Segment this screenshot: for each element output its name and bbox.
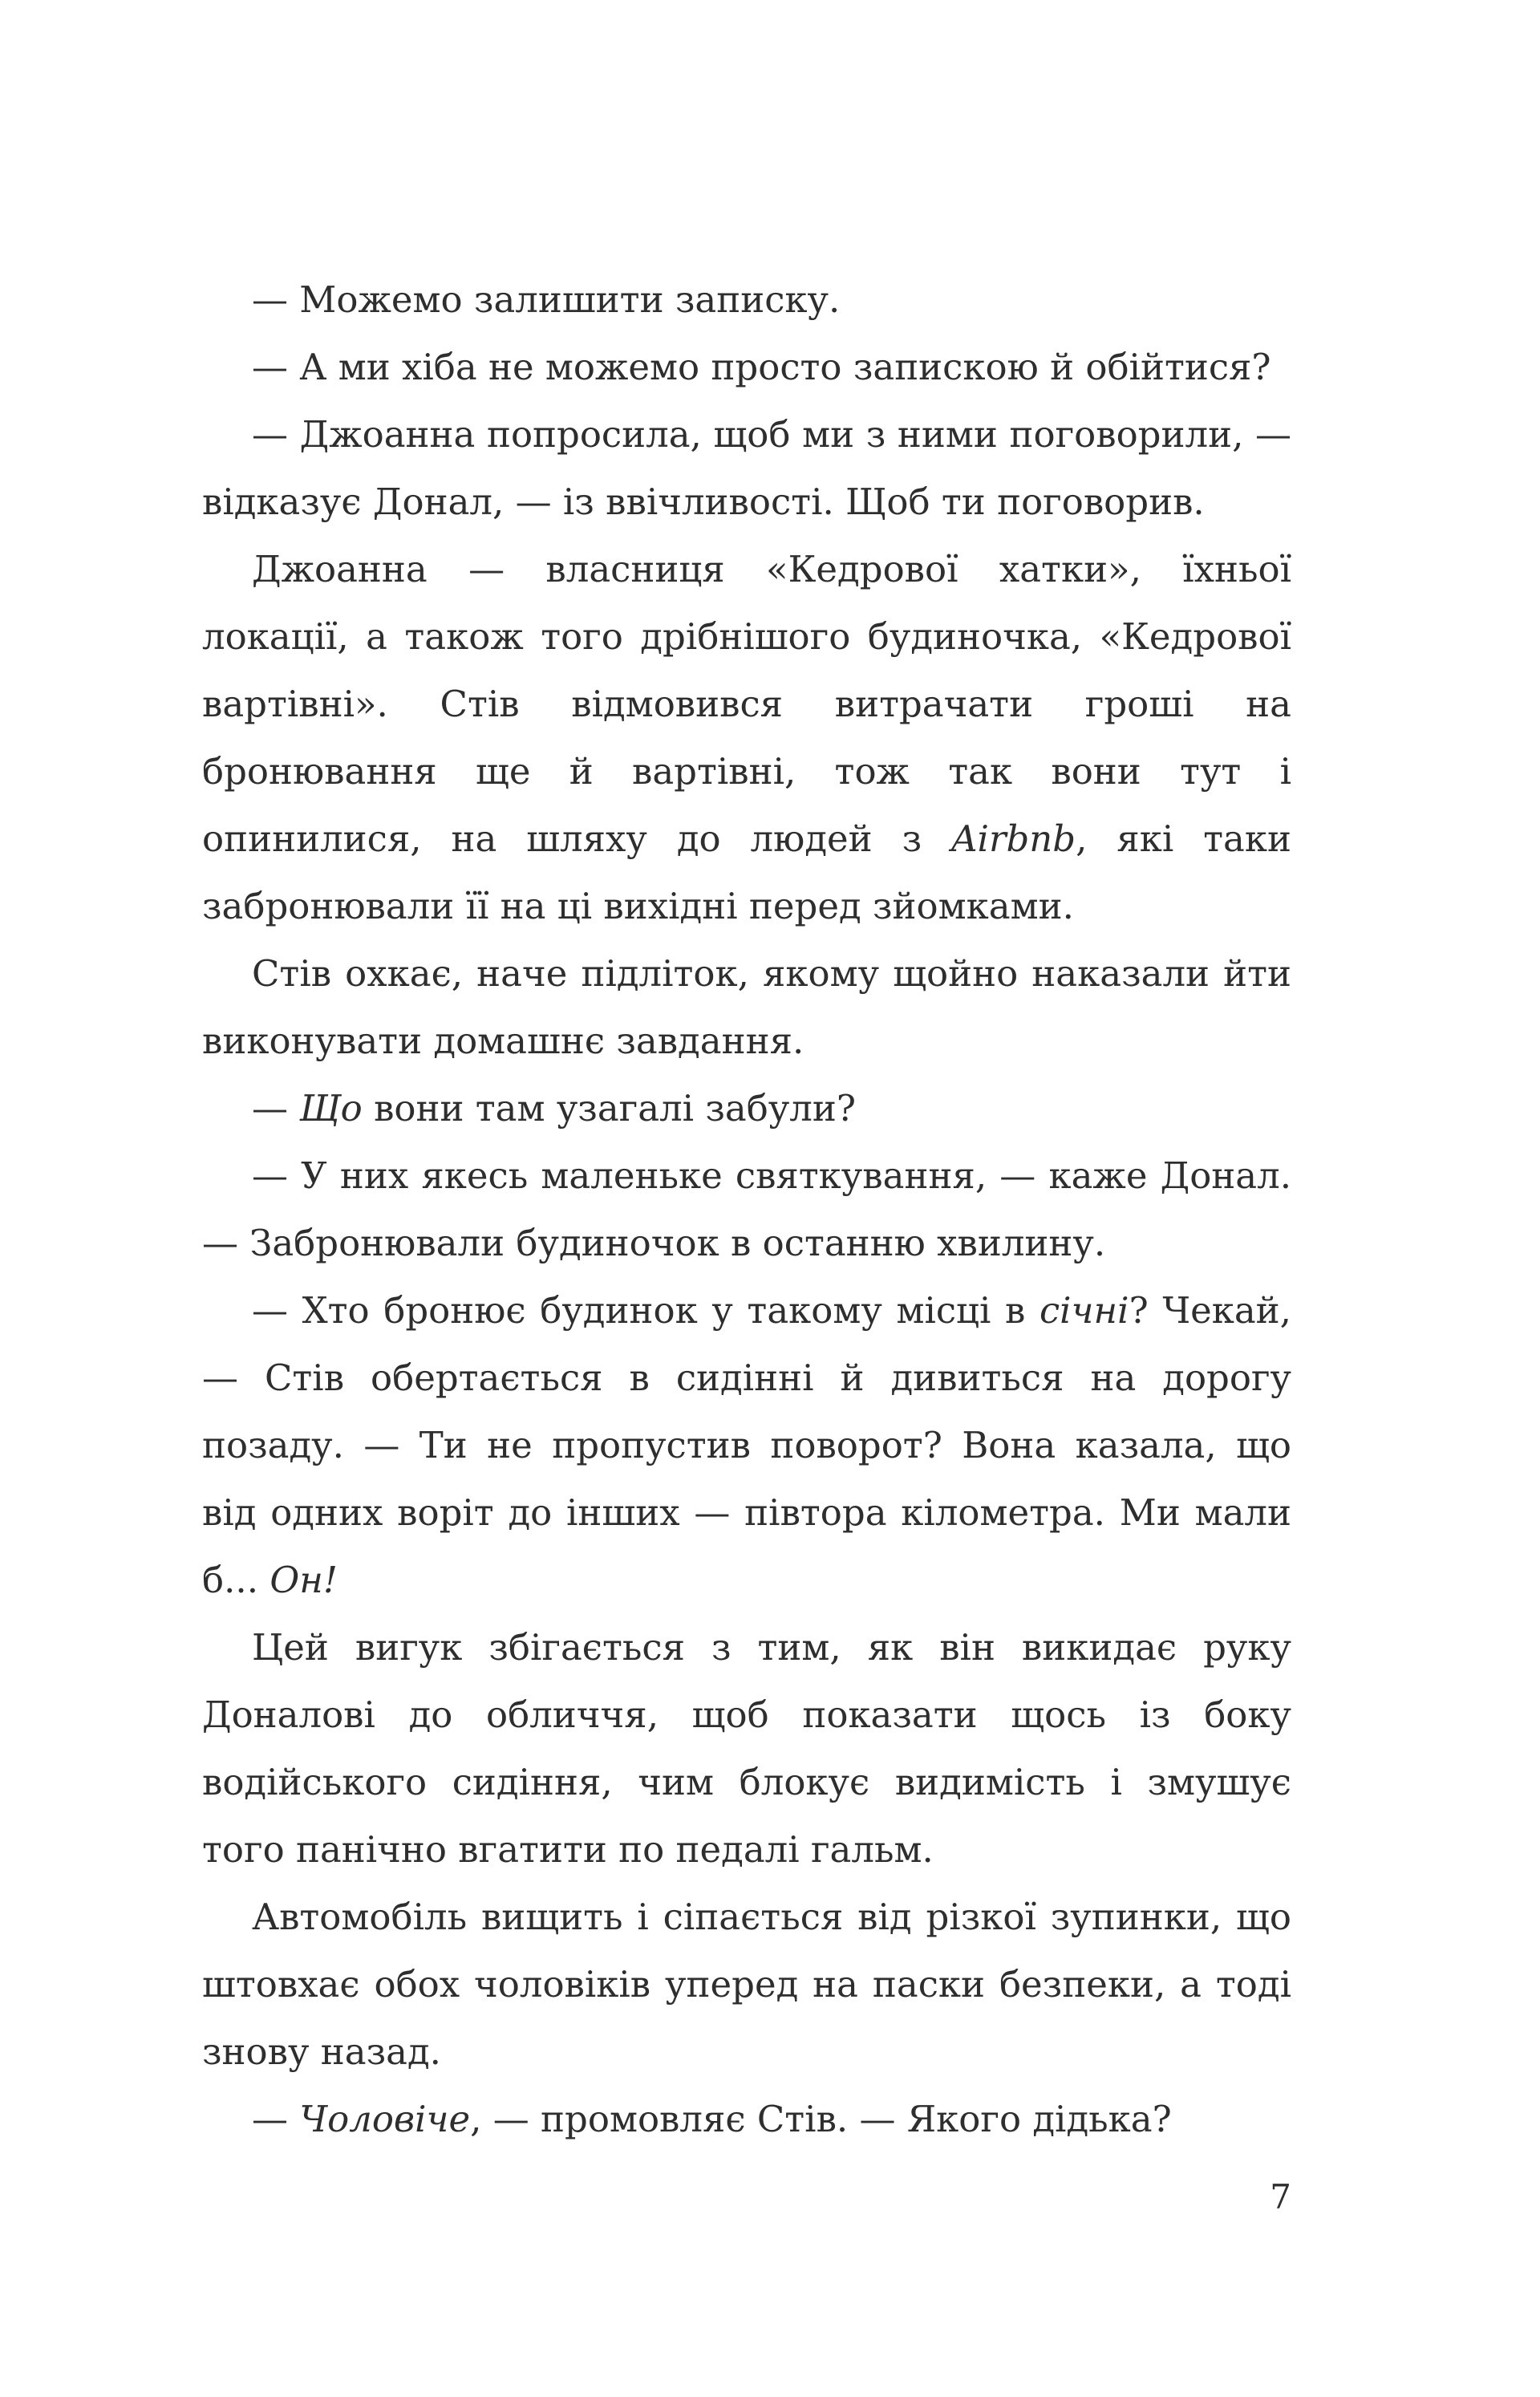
- paragraph: [202, 2086, 1291, 2153]
- paragraph: [202, 1142, 1291, 1277]
- paragraph: [202, 1614, 1291, 1884]
- text-block: [202, 266, 1291, 2153]
- page-number: 7: [1270, 2177, 1291, 2217]
- paragraph: [202, 401, 1291, 536]
- text-segment: вони там узагалі забули?: [362, 1087, 856, 1130]
- text-segment: Стів охкає, наче підліток, якому щойно наказали йти виконувати домашнє завдання.: [202, 952, 1291, 1062]
- text-segment: січні: [1039, 1289, 1129, 1332]
- text-segment: ? Чекай, — Стів обертається в сидінні й дивиться на дорогу позаду. — Ти не пропустив поворот? Вона казала, що від одних воріт до інших — півтора кілометра. Ми мали б...: [202, 1289, 1291, 1601]
- text-segment: —: [252, 1087, 300, 1130]
- paragraph: [202, 334, 1291, 401]
- text-segment: —: [252, 2098, 300, 2140]
- text-segment: Он!: [270, 1559, 338, 1601]
- text-segment: — Можемо залишити записку.: [252, 278, 841, 321]
- paragraph: [202, 266, 1291, 334]
- text-segment: Джоанна — власниця «Кедрової хатки», їхньої локації, а також того дрібнішого будиночка, «Кедрової вартівні». Стів відмовився витрачати гроші на бронювання ще й вартівні, тож так вони тут і опинилися, на шляху до людей з: [202, 548, 1291, 860]
- text-segment: — У них якесь маленьке святкування, — каже Донал. — Забронювали будиночок в останню хвилину.: [202, 1154, 1291, 1264]
- text-segment: Airbnb: [951, 817, 1076, 860]
- text-segment: Цей вигук збігається з тим, як він викидає руку Доналові до обличчя, щоб показати щось із боку водійського сидіння, чим блокує видимість і змушує того панічно вгатити по педалі гальм.: [202, 1626, 1291, 1871]
- text-segment: — Джоанна попросила, щоб ми з ними поговорили, — відказує Донал, — із ввічливості. Щоб ти поговорив.: [202, 413, 1291, 523]
- text-segment: — Хто бронює будинок у такому місці в: [252, 1289, 1040, 1332]
- paragraph: [202, 1884, 1291, 2086]
- paragraph: [202, 1075, 1291, 1142]
- paragraph: [202, 940, 1291, 1075]
- paragraph: [202, 1277, 1291, 1614]
- text-segment: — А ми хіба не можемо просто запискою й обійтися?: [252, 346, 1271, 388]
- text-segment: , які таки забронювали її на ці вихідні перед зйомками.: [202, 817, 1291, 927]
- text-segment: Чоловіче: [299, 2098, 471, 2140]
- paragraph: [202, 536, 1291, 940]
- text-segment: Автомобіль вищить і сіпається від різкої зупинки, що штовхає обох чоловіків уперед на паски безпеки, а тоді знову назад.: [202, 1896, 1291, 2073]
- text-segment: Що: [299, 1087, 363, 1130]
- text-segment: , — промовляє Стів. — Якого дідька?: [470, 2098, 1172, 2140]
